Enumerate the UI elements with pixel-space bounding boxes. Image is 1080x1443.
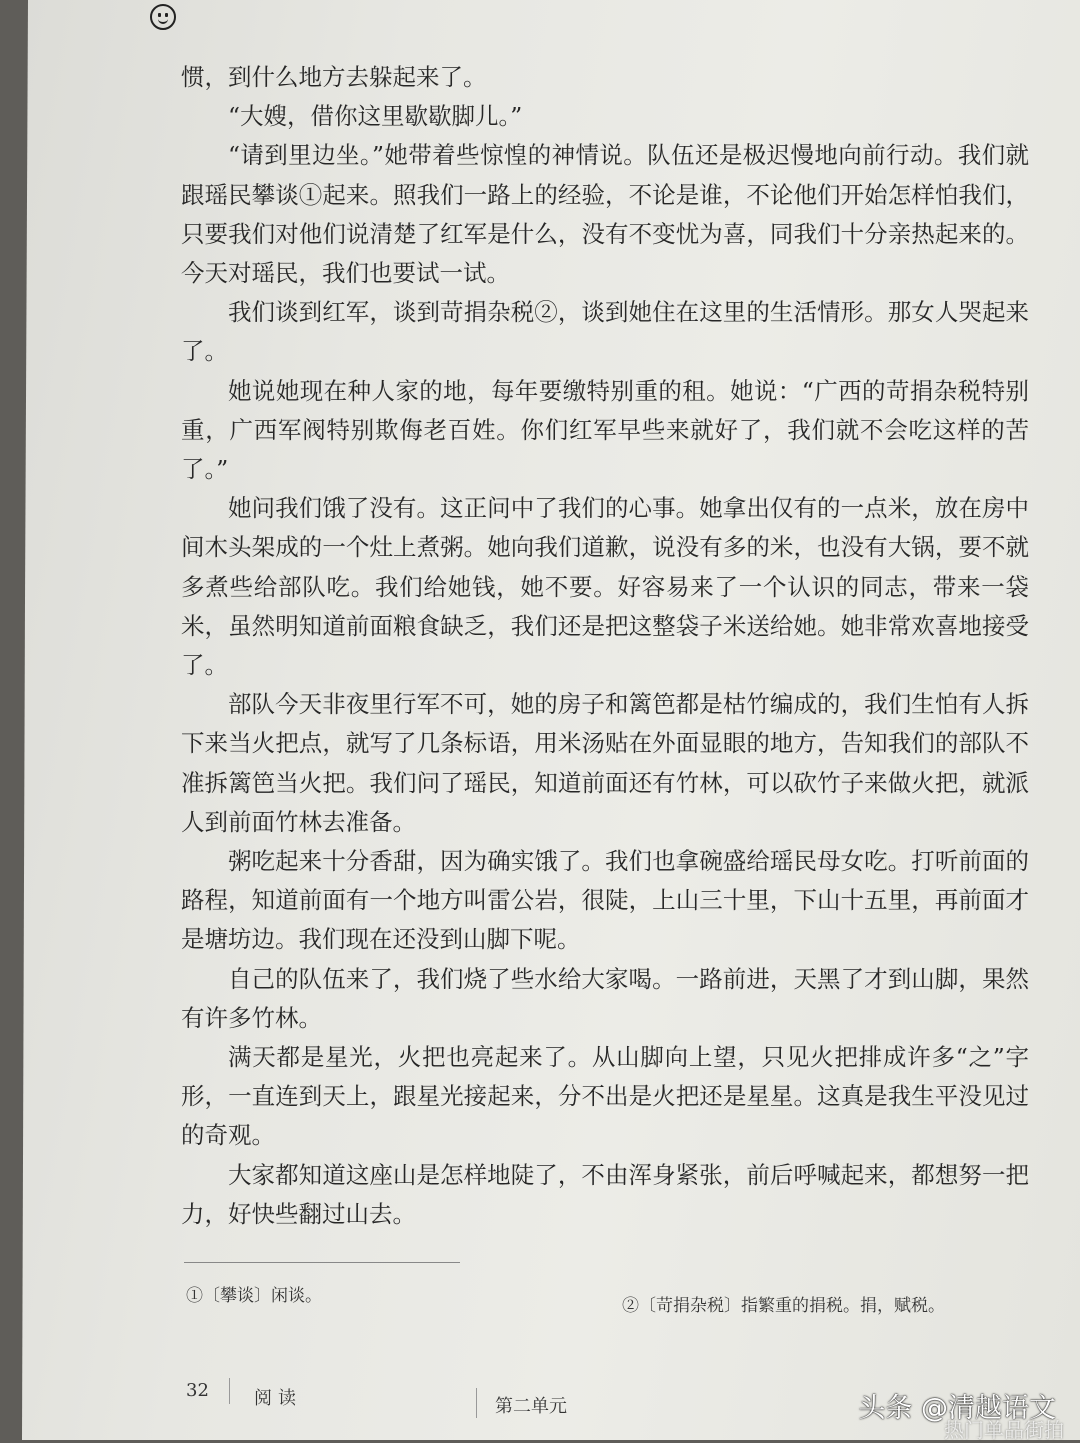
paragraph: “大嫂，借你这里歇歇脚儿。” [228, 102, 523, 131]
paragraph: 粥吃起来十分香甜，因为确实饿了。我们也拿碗盛给瑶民母女吃。打听前面的路程，知道前面有一个地方叫雷公岩，很陡，上山三十里，下山十五里，再前面才是塘坊边。我们现在还没到山脚下呢。 [181, 847, 1029, 954]
body-text [181, 58, 1029, 1234]
unit-label: 第二单元 [495, 1396, 567, 1417]
watermark-account: 头条 @清越语文 [858, 1393, 1056, 1424]
section-label: 阅读 [254, 1388, 302, 1409]
paragraph: 惯，到什么地方去躲起来了。 [181, 63, 487, 91]
paragraph: 满天都是星光，火把也亮起来了。从山脚向上望，只见火把排成许多“之”字形，一直连到天上，跟星光接起来，分不出是火把还是星星。这真是我生平没见过的奇观。 [181, 1043, 1029, 1150]
watermark-caption: 热门单品街拍 [944, 1418, 1064, 1442]
paragraph: 部队今天非夜里行军不可，她的房子和篱笆都是枯竹编成的，我们生怕有人拆下来当火把点，就写了几条标语，用米汤贴在外面显眼的地方，告知我们的部队不准拆篱笆当火把。我们问了瑶民，知道前面还有竹林，可以砍竹子来做火把，就派人到前面竹林去准备。 [181, 690, 1029, 836]
paragraph: 她说她现在种人家的地，每年要缴特别重的租。她说：“广西的苛捐杂税特别重，广西军阀特别欺侮老百姓。你们红军早些来就好了，我们就不会吃这样的苦了。” [181, 376, 1029, 484]
paragraph: 自己的队伍来了，我们烧了些水给大家喝。一路前进，天黑了才到山脚，果然有许多竹林。 [181, 964, 1029, 1032]
footnote-2: ②〔苛捐杂税〕指繁重的捐税。捐，赋税。 [622, 1296, 945, 1316]
footer-divider [476, 1388, 477, 1418]
paragraph: 我们谈到红军，谈到苛捐杂税②，谈到她住在这里的生活情形。那女人哭起来了。 [181, 298, 1029, 366]
paragraph: 她问我们饿了没有。这正问中了我们的心事。她拿出仅有的一点米，放在房中间木头架成的一个灶上煮粥。她向我们道歉，说没有多的米，也没有大锅，要不就多煮些给部队吃。我们给她钱，她不要。好容易来了一个认识的同志，带来一袋米，虽然明知道前面粮食缺乏，我们还是把这整袋子米送给她。她非常欢喜地接受了。 [181, 494, 1029, 680]
paragraph: “请到里边坐。”她带着些惊惶的神情说。队伍还是极迟慢地向前行动。我们就跟瑶民攀谈①起来。照我们一路上的经验，不论是谁，不论他们开始怎样怕我们，只要我们对他们说清楚了红军是什么，没有不变忧为喜，同我们十分亲热起来的。今天对瑶民，我们也要试一试。 [181, 141, 1029, 288]
page-number: 32 [186, 1380, 209, 1401]
paragraph: 大家都知道这座山是怎样地陡了，不由浑身紧张，前后呼喊起来，都想努一把力，好快些翻过山去。 [181, 1160, 1029, 1228]
footnote-1: ①〔攀谈〕闲谈。 [186, 1286, 322, 1306]
footnote-divider [184, 1262, 460, 1263]
smiley-face-icon [150, 4, 176, 30]
footer-divider [229, 1378, 230, 1404]
